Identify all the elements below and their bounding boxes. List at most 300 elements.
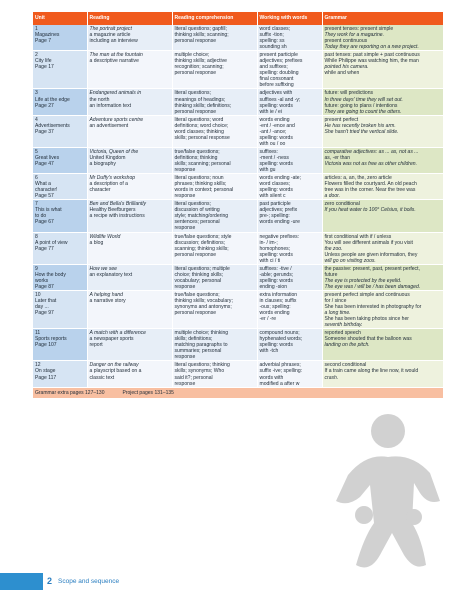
cell-text: response [174, 167, 196, 174]
cell-text: past participle [259, 201, 291, 208]
cell-text: the passive: present, past, present perfect, [324, 265, 420, 272]
cell-text: with silent c [259, 193, 286, 200]
cell-text: thinking skills; vocabulary; [174, 297, 233, 304]
cell-text: 11 [35, 330, 41, 337]
cell-text: literal questions; thinking [174, 362, 230, 369]
cell-text: response [174, 193, 196, 200]
cell-text: with ci / ti [259, 257, 281, 264]
cell-text: crash. [324, 374, 339, 381]
reading-cell [87, 25, 172, 51]
table-row [33, 89, 443, 115]
cell-text: a long time. [324, 310, 351, 317]
cell-text: Sports reports [35, 336, 67, 343]
cell-text: first conditional with if / unless [324, 233, 392, 240]
cell-text: character [89, 187, 111, 194]
grammar-cell [322, 89, 443, 115]
cell-text: literal questions; multiple [174, 265, 230, 272]
cell-text: He has recently broken his arm. [324, 122, 396, 129]
grammar-cell [322, 361, 443, 387]
cell-text: as, -er than [324, 154, 351, 161]
table-header-row [33, 12, 443, 25]
cell-text: literal questions; [174, 201, 211, 208]
reading-cell [87, 89, 172, 115]
unit-cell [33, 147, 87, 173]
cell-text: recognition; scanning; [174, 64, 224, 71]
reading-cell [87, 200, 172, 232]
cell-text: the zoo. [324, 245, 343, 252]
cell-text: literal questions; gapfill; [174, 26, 227, 32]
cell-text: 5 [35, 148, 38, 155]
table-row [33, 290, 443, 328]
puzzle-person-logo-icon [326, 405, 446, 590]
table-footer-row [33, 387, 443, 398]
cell-text: an advertisement [89, 122, 129, 129]
cell-text: spelling: words [259, 251, 293, 258]
cell-text: spelling: words [259, 277, 293, 284]
cell-text: response [174, 380, 196, 387]
cell-text: Healthy Beefburgers [89, 207, 136, 214]
cell-text: landing on the pitch. [324, 342, 370, 349]
cell-text: words ending [259, 310, 290, 317]
cell-text: response [174, 354, 196, 361]
cell-text: extra information [259, 291, 298, 298]
cell-text: Page 27 [35, 102, 54, 109]
cell-text: an explanatory text [89, 271, 133, 278]
cell-text: synonyms and antonyms; [174, 304, 232, 311]
cell-text: ending -sion [259, 283, 287, 290]
cell-text: spelling: doubling [259, 70, 299, 77]
cell-text: a biography [89, 160, 116, 167]
words-cell [257, 51, 322, 89]
cell-text: a playscript based on a [89, 368, 142, 375]
cell-text: words ending [259, 116, 290, 123]
cell-text: Victoria was not as free as other children. [324, 160, 417, 167]
cell-text: with -tch [259, 348, 279, 355]
cell-text: definitions; thinking [174, 154, 218, 161]
cell-text: -ent / -ence and [259, 122, 295, 129]
table-row [33, 232, 443, 264]
words-cell [257, 200, 322, 232]
project-pages: Project pages 131–135 [122, 389, 174, 396]
cell-text: City life [35, 58, 52, 65]
cell-text: a door. [324, 193, 341, 200]
cell-text: -er / -re [259, 316, 277, 323]
cell-text: while and when [324, 70, 360, 77]
cell-text: and suffixes; [259, 64, 288, 71]
cell-text: final consonant [259, 76, 294, 83]
cell-text: This is what [35, 207, 62, 214]
cell-text: the north [89, 96, 110, 103]
cell-text: reported speech [324, 330, 361, 337]
cell-text: Page 97 [35, 310, 54, 317]
cell-text: personal response [174, 108, 217, 115]
cell-text: including an interview [89, 38, 138, 45]
cell-text: discussion of writing [174, 207, 220, 214]
cell-text: sentences; personal [174, 219, 220, 226]
table-row [33, 200, 443, 232]
cell-text: discussion; definitions; [174, 239, 225, 246]
cell-text: literal questions; noun [174, 175, 224, 182]
words-cell [257, 232, 322, 264]
reading-cell [87, 174, 172, 200]
cell-text: -ment / -ness [259, 154, 289, 161]
cell-text: 3 [35, 90, 38, 97]
cell-text: a blog [89, 239, 104, 246]
cell-text: a magazine article [89, 32, 131, 39]
cell-text: second conditional [324, 362, 367, 369]
cell-text: word classes; thinking [174, 128, 224, 135]
comprehension-cell [172, 147, 257, 173]
cell-text: A point of view [35, 239, 68, 246]
cell-text: -ous; spelling: [259, 304, 291, 311]
cell-text: 10 [35, 291, 41, 298]
cell-text: hyphenated words; [259, 336, 303, 343]
cell-text: before suffixing [259, 82, 294, 89]
cell-text: adjectives with [259, 90, 293, 97]
cell-text: choice; thinking skills; [174, 271, 224, 278]
header-reading: Reading [87, 12, 172, 25]
table-row [33, 147, 443, 173]
table-row [33, 329, 443, 361]
reading-cell [87, 147, 172, 173]
cell-text: The portrait project [89, 26, 132, 32]
cell-text: a description of a [89, 181, 128, 188]
unit-cell [33, 89, 87, 115]
header-grammar: Grammar [322, 12, 443, 25]
cell-text: homophones; [259, 245, 291, 252]
reading-cell [87, 115, 172, 147]
cell-text: summaries; personal [174, 348, 222, 355]
header-working-with-words: Working with words [257, 12, 322, 25]
cell-text: literal questions; word [174, 116, 224, 123]
unit-cell [33, 264, 87, 290]
cell-text: 7 [35, 201, 38, 208]
cell-text: words in context; personal [174, 187, 234, 194]
cell-text: Magazines [35, 32, 60, 39]
grammar-cell [322, 290, 443, 328]
words-cell [257, 115, 322, 147]
cell-text: pointed his camera. [324, 64, 369, 71]
table-row [33, 174, 443, 200]
cell-text: 9 [35, 265, 38, 272]
cell-text: Someone shouted that the balloon was [324, 336, 412, 343]
cell-text: literal questions; [174, 90, 211, 97]
unit-cell [33, 25, 87, 51]
words-cell [257, 361, 322, 387]
cell-text: If a train came along the line now, it would [324, 368, 419, 375]
unit-cell [33, 51, 87, 89]
page-footer-bar [0, 573, 43, 590]
table-row [33, 115, 443, 147]
cell-text: present continuous [324, 38, 368, 45]
cell-text: Victoria, Queen of the [89, 148, 139, 155]
cell-text: personal response [174, 70, 217, 77]
cell-text: for / since [324, 297, 347, 304]
cell-text: to do [35, 213, 47, 220]
cell-text: multiple choice; [174, 52, 210, 59]
cell-text: skills; definitions; [174, 336, 213, 343]
words-cell [257, 25, 322, 51]
comprehension-cell [172, 200, 257, 232]
cell-text: matching paragraphs to [174, 342, 228, 349]
cell-text: word classes; [259, 26, 291, 32]
cell-text: Page 37 [35, 128, 54, 135]
grammar-cell [322, 51, 443, 89]
cell-text: words ending -ate; [259, 175, 302, 182]
grammar-cell [322, 174, 443, 200]
comprehension-cell [172, 290, 257, 328]
cell-text: On stage [35, 368, 56, 375]
cell-text: Page 57 [35, 193, 54, 200]
cell-text: present tenses: present simple [324, 26, 394, 32]
header-reading-comprehension: Reading comprehension [172, 12, 257, 25]
cell-text: compound nouns; [259, 330, 300, 337]
cell-text: a narrative story [89, 297, 126, 304]
cell-text: zero conditional [324, 201, 360, 208]
cell-text: The man at the fountain [89, 52, 143, 59]
cell-text: 2 [35, 52, 38, 59]
cell-text: words with [259, 374, 284, 381]
cell-text: response [174, 225, 196, 232]
cell-text: a descriptive narrative [89, 58, 139, 65]
cell-text: with ou / oo [259, 140, 286, 147]
grammar-cell [322, 25, 443, 51]
words-cell [257, 329, 322, 361]
cell-text: spelling: words [259, 187, 293, 194]
grammar-extra-pages: Grammar extra pages 127–130 [35, 389, 105, 396]
cell-text: future [324, 271, 338, 278]
comprehension-cell [172, 89, 257, 115]
reading-cell [87, 329, 172, 361]
words-cell [257, 264, 322, 290]
cell-text: They are going to count the otters. [324, 108, 402, 115]
unit-cell [33, 200, 87, 232]
cell-text: present perfect [324, 116, 359, 123]
cell-text: skills; scanning; personal [174, 160, 231, 167]
comprehension-cell [172, 25, 257, 51]
words-cell [257, 290, 322, 328]
unit-cell [33, 115, 87, 147]
cell-text: She has been interested in photography for [324, 304, 422, 311]
cell-text: spelling: words [259, 102, 293, 109]
reading-cell [87, 51, 172, 89]
cell-text: works [35, 277, 49, 284]
cell-text: suffix -ive; spelling: [259, 368, 303, 375]
cell-text: How the body [35, 271, 66, 278]
cell-text: Later that [35, 297, 57, 304]
table-row [33, 361, 443, 387]
cell-text: adjectives; prefixes [259, 58, 303, 65]
cell-text: spelling: ss [259, 38, 285, 45]
unit-cell [33, 232, 87, 264]
grammar-cell [322, 232, 443, 264]
cell-text: spelling: words [259, 160, 293, 167]
cell-text: Mr Duffy's workshop [89, 175, 136, 182]
cell-text: Endangered animals in [89, 90, 142, 97]
cell-text: 6 [35, 175, 38, 182]
cell-text: with ie / ei [259, 108, 282, 115]
cell-text: Adventure sports centre [89, 116, 144, 123]
cell-text: Danger on the railway [89, 362, 139, 369]
table-row [33, 264, 443, 290]
header-unit: Unit [33, 12, 87, 25]
cell-text: thinking skills; adjective [174, 58, 227, 65]
cell-text: present participle [259, 52, 298, 59]
reading-cell [87, 232, 172, 264]
page-number: 2 [47, 576, 53, 586]
cell-text: meanings of headings; [174, 96, 226, 103]
cell-text: In three days' time they will set out. [324, 96, 403, 103]
grammar-cell [322, 115, 443, 147]
grammar-cell [322, 147, 443, 173]
cell-text: personal response [174, 310, 217, 317]
cell-text: comparative adjectives: as ... as, not as ... [324, 148, 419, 155]
cell-text: true/false questions; [174, 148, 220, 155]
cell-text: A helping hand [89, 291, 123, 298]
cell-text: suffixes: -tive / [259, 265, 292, 272]
comprehension-cell [172, 329, 257, 361]
unit-cell [33, 329, 87, 361]
comprehension-cell [172, 264, 257, 290]
comprehension-cell [172, 115, 257, 147]
cell-text: modified a after w [259, 380, 300, 387]
cell-text: future: going to plans / intentions [324, 102, 398, 109]
scope-sequence-table [33, 12, 444, 399]
cell-text: vocabulary; personal [174, 277, 222, 284]
cell-text: The eye is protected by the eyelid. [324, 277, 402, 284]
cell-text: While Philippe was watching him, the man [324, 58, 419, 65]
cell-text: spelling: words [259, 342, 293, 349]
cell-text: true/false questions; [174, 291, 220, 298]
cell-text: style; matching/ordering [174, 213, 229, 220]
cell-text: report [89, 342, 103, 349]
cell-text: pre-; spelling: [259, 213, 290, 220]
cell-text: classic text [89, 374, 115, 381]
cell-text: personal response [174, 251, 217, 258]
cell-text: skills; personal response [174, 134, 230, 141]
cell-text: character! [35, 187, 58, 194]
cell-text: -able; gerunds; [259, 271, 294, 278]
cell-text: Page 67 [35, 219, 54, 226]
cell-text: The eye was / will be / has been damaged. [324, 283, 421, 290]
unit-cell [33, 361, 87, 387]
cell-text: day ... [35, 304, 49, 311]
cell-text: What a [35, 181, 51, 188]
cell-text: sounding sh [259, 44, 287, 51]
footer-cell [33, 387, 443, 398]
cell-text: They work for a magazine. [324, 32, 384, 39]
grammar-cell [322, 264, 443, 290]
cell-text: said it?; personal [174, 374, 213, 381]
cell-text: 12 [35, 362, 41, 369]
cell-text: Page 7 [35, 38, 51, 45]
cell-text: present perfect simple and continuous [324, 291, 410, 298]
grammar-cell [322, 200, 443, 232]
cell-text: Page 47 [35, 160, 54, 167]
cell-text: with gu [259, 167, 276, 174]
cell-text: suffixes -al and -y; [259, 96, 301, 103]
cell-text: suffixes: [259, 148, 278, 155]
cell-text: multiple choice; thinking [174, 330, 229, 337]
cell-text: adjectives; prefix [259, 207, 298, 214]
cell-text: words ending -ure [259, 219, 300, 226]
cell-text: Flowers filled the courtyard. An old peach [324, 181, 417, 188]
reading-cell [87, 361, 172, 387]
cell-text: negative prefixes: [259, 233, 300, 240]
unit-cell [33, 290, 87, 328]
cell-text: Today they are reporting on a new project. [324, 44, 419, 51]
cell-text: definitions; word choice; [174, 122, 229, 129]
comprehension-cell [172, 232, 257, 264]
cell-text: Wildlife World [89, 233, 121, 240]
cell-text: A match with a difference [89, 330, 146, 337]
cell-text: Life at the edge [35, 96, 70, 103]
reading-cell [87, 290, 172, 328]
cell-text: thinking skills; scanning; [174, 32, 229, 39]
cell-text: 4 [35, 116, 38, 123]
cell-text: Page 17 [35, 64, 54, 71]
cell-text: thinking skills; definitions; [174, 102, 232, 109]
cell-text: Advertisements [35, 122, 70, 129]
cell-text: articles: a, an, the, zero article [324, 175, 392, 182]
cell-text: in- / im-; [259, 239, 278, 246]
cell-text: adverbial phrases; [259, 362, 301, 369]
table-row [33, 51, 443, 89]
cell-text: Ben and Bella's Brilliantly [89, 201, 147, 208]
comprehension-cell [172, 51, 257, 89]
cell-text: tree was in the corner. Near the tree was [324, 187, 416, 194]
cell-text: a recipe with instructions [89, 213, 145, 220]
cell-text: scanning; thinking skills; [174, 245, 229, 252]
cell-text: -ant / -ance; [259, 128, 287, 135]
cell-text: 1 [35, 26, 38, 32]
cell-text: in clauses; suffix [259, 297, 297, 304]
cell-text: Page 77 [35, 245, 54, 252]
table-row [33, 25, 443, 51]
cell-text: response [174, 283, 196, 290]
cell-text: an information text [89, 102, 132, 109]
comprehension-cell [172, 174, 257, 200]
cell-text: suffix -tion; [259, 32, 284, 39]
cell-text: skills; synonyms; Who [174, 368, 225, 375]
cell-text: seventh birthday. [324, 322, 363, 329]
unit-cell [33, 174, 87, 200]
cell-text: future: will predictions [324, 90, 374, 97]
cell-text: will go on visiting zoos. [324, 257, 376, 264]
words-cell [257, 89, 322, 115]
cell-text: Unless people are given information, they [324, 251, 418, 258]
grammar-cell [322, 329, 443, 361]
cell-text: phrases; thinking skills; [174, 181, 227, 188]
cell-text: Great lives [35, 154, 60, 161]
cell-text: If you heat water to 100° Celsius, it boils. [324, 207, 416, 214]
cell-text: She has been taking photos since her [324, 316, 409, 323]
reading-cell [87, 264, 172, 290]
cell-text: Page 117 [35, 374, 57, 381]
cell-text: You will see different animals if you visit [324, 239, 413, 246]
cell-text: a newspaper sports [89, 336, 134, 343]
cell-text: word classes; [259, 181, 291, 188]
cell-text: 8 [35, 233, 38, 240]
cell-text: Page 87 [35, 283, 54, 290]
cell-text: past tenses: past simple + past continuous [324, 52, 420, 59]
words-cell [257, 174, 322, 200]
cell-text: She hasn't tried the vertical slide. [324, 128, 399, 135]
cell-text: How we see [89, 265, 117, 272]
cell-text: United Kingdom [89, 154, 126, 161]
words-cell [257, 147, 322, 173]
cell-text: Page 107 [35, 342, 57, 349]
